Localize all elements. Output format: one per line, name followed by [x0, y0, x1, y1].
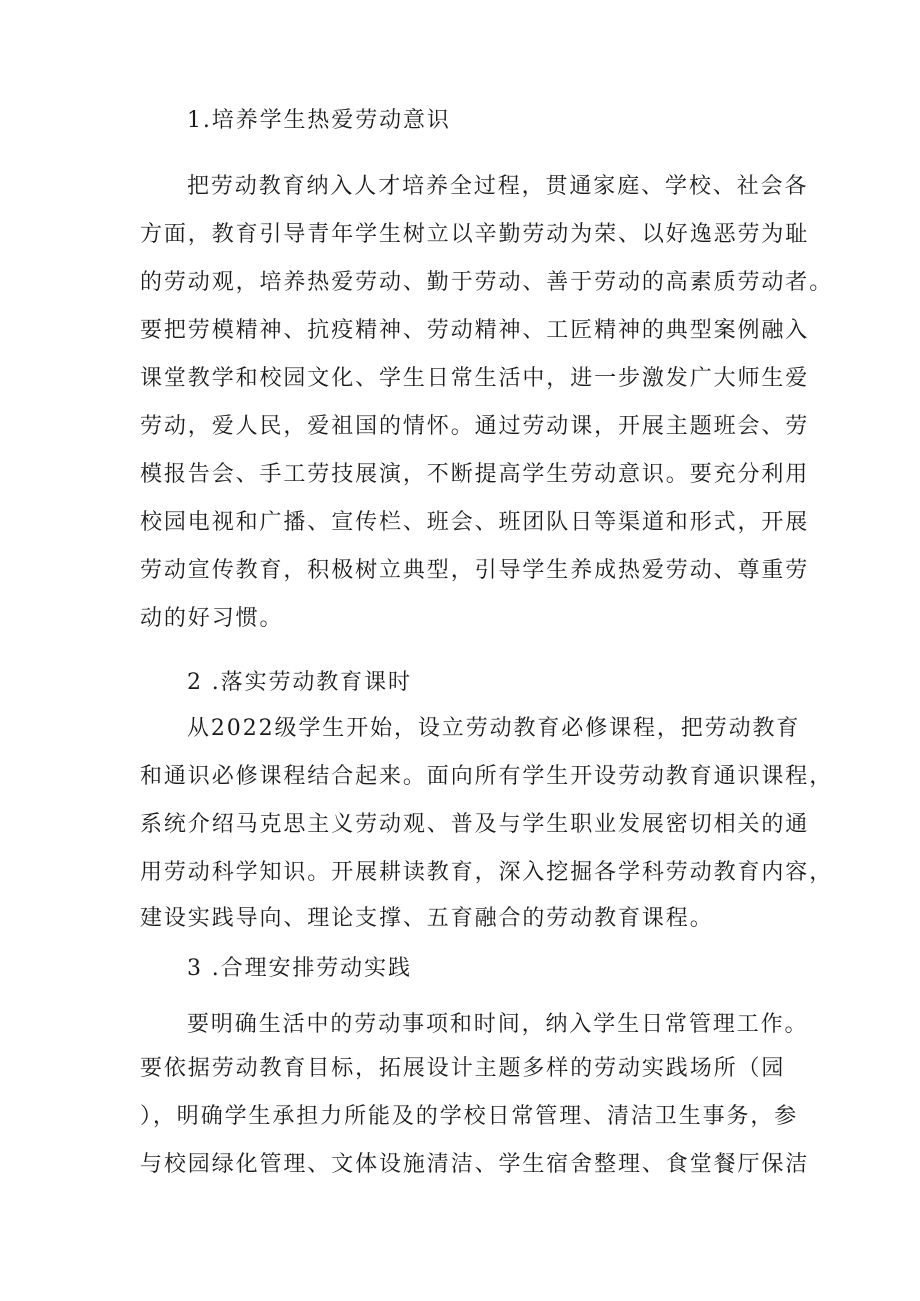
paragraph-line: 课堂教学和校园文化、学生日常生活中，进一步激发广大师生爱 [140, 366, 810, 391]
paragraph-line: 系统介绍马克思主义劳动观、普及与学生职业发展密切相关的通 [140, 812, 810, 837]
section-heading: 3 .合理安排劳动实践 [187, 956, 412, 981]
paragraph-line: ），明确学生承担力所能及的学校日常管理、清洁卫生事务，参 [140, 1104, 799, 1129]
paragraph-line: 劳动，爱人民，爱祖国的情怀。通过劳动课，开展主题班会、劳 [140, 414, 810, 439]
paragraph-line: 与校园绿化管理、文体设施清洁、学生宿舍整理、食堂餐厅保洁 [140, 1152, 810, 1177]
section-heading: 1.培养学生热爱劳动意识 [187, 108, 451, 133]
paragraph-line: 用劳动科学知识。开展耕读教育，深入挖掘各学科劳动教育内容， [140, 860, 834, 885]
paragraph-line: 方面，教育引导青年学生树立以辛勤劳动为荣、以好逸恶劳为耻 [140, 222, 810, 247]
paragraph-line: 的劳动观，培养热爱劳动、勤于劳动、善于劳动的高素质劳动者。 [140, 270, 834, 295]
paragraph-line: 要依据劳动教育目标，拓展设计主题多样的劳动实践场所（园 [140, 1056, 786, 1081]
paragraph-line: 把劳动教育纳入人才培养全过程，贯通家庭、学校、社会各 [187, 174, 809, 199]
paragraph-line: 动的好习惯。 [140, 606, 284, 631]
paragraph-line: 校园电视和广播、宣传栏、班会、班团队日等渠道和形式，开展 [140, 510, 810, 535]
paragraph-line: 劳动宣传教育，积极树立典型，引导学生养成热爱劳动、尊重劳 [140, 558, 810, 583]
paragraph-line: 和通识必修课程结合起来。面向所有学生开设劳动教育通识课程， [140, 764, 834, 789]
paragraph-line: 要明确生活中的劳动事项和时间，纳入学生日常管理工作。 [187, 1012, 809, 1037]
paragraph-line: 要把劳模精神、抗疫精神、劳动精神、工匠精神的典型案例融入 [140, 318, 810, 343]
paragraph-line: 模报告会、手工劳技展演，不断提高学生劳动意识。要充分利用 [140, 462, 810, 487]
paragraph-line: 建设实践导向、理论支撑、五育融合的劳动教育课程。 [140, 906, 714, 931]
section-heading: 2 .落实劳动教育课时 [187, 670, 412, 695]
paragraph-line: 从2022级学生开始，设立劳动教育必修课程，把劳动教育 [187, 716, 801, 741]
